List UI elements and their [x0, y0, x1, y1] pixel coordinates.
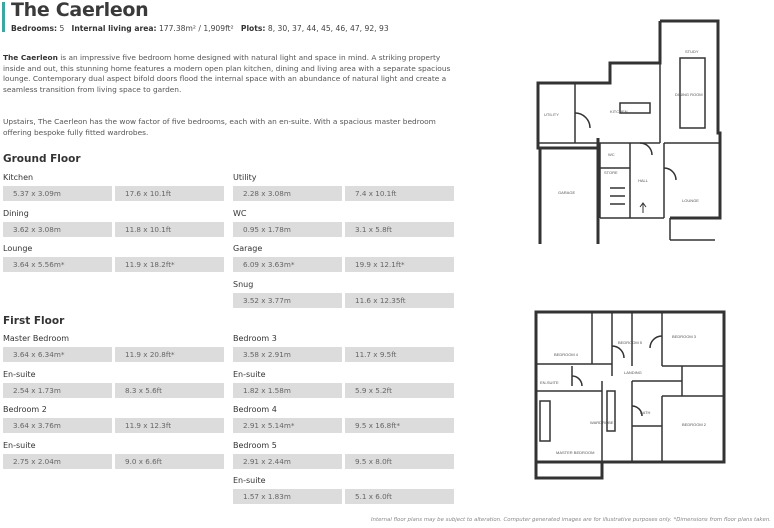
room-row: [3, 172, 224, 201]
room-imperial: 11.9 x 12.3ft: [115, 418, 224, 433]
room-dimensions: [233, 418, 454, 433]
room-imperial: 9.5 x 16.8ft*: [345, 418, 454, 433]
plan-label-kitchen: KITCHEN: [610, 109, 628, 114]
room-row: [233, 172, 454, 201]
room-row: [233, 279, 454, 308]
page-title: The Caerleon: [11, 0, 149, 21]
room-metric: 3.58 x 2.91m: [233, 347, 342, 362]
room-name: Master Bedroom: [3, 334, 70, 343]
plan-label-hall: HALL: [638, 178, 649, 183]
property-meta: [11, 24, 389, 33]
room-name: Lounge: [3, 244, 33, 253]
room-imperial: 11.7 x 9.5ft: [345, 347, 454, 362]
room-name: Utility: [233, 173, 257, 182]
room-dimensions: [233, 347, 454, 362]
room-row: [233, 208, 454, 237]
room-row: [233, 369, 454, 398]
room-name: Bedroom 4: [233, 405, 277, 414]
room-dimensions: [233, 293, 454, 308]
room-dimensions: [3, 347, 224, 362]
room-row: [3, 369, 224, 398]
room-name: Bedroom 5: [233, 440, 277, 450]
room-name: En-suite: [233, 369, 266, 379]
room-metric: 0.95 x 1.78m: [233, 222, 342, 237]
room-metric: 3.64 x 3.76m: [3, 418, 112, 433]
room-row: [233, 404, 454, 433]
room-name: Snug: [233, 279, 254, 289]
title-accent-bar: [2, 2, 5, 32]
room-dimensions: [3, 257, 224, 272]
room-imperial: 11.8 x 10.1ft: [115, 222, 224, 237]
plan-label-wardrobe: WARDROBE: [590, 420, 614, 425]
room-imperial: 19.9 x 12.1ft*: [345, 257, 454, 272]
room-metric: 3.64 x 6.34m*: [3, 347, 112, 362]
room-dimensions: [233, 222, 454, 237]
room-name: Kitchen: [3, 173, 34, 182]
room-row: [3, 404, 224, 433]
plan-label-en-suite: EN-SUITE: [540, 380, 559, 385]
first-floor-plan: [532, 306, 732, 484]
plan-label-dining-room: DINING ROOM: [675, 92, 703, 97]
plan-label-study: STUDY: [685, 49, 699, 54]
room-metric: 2.28 x 3.08m: [233, 186, 342, 201]
room-imperial: 11.9 x 18.2ft*: [115, 257, 224, 272]
room-name: Garage: [233, 244, 263, 253]
room-metric: 2.54 x 1.73m: [3, 383, 112, 398]
plots-value: 8, 30, 37, 44, 45, 46, 47, 92, 93: [267, 24, 389, 33]
footnote: Internal floor plans may be subject to alteration. Computer generated images are for illustrative purposes only. *Dimensions from floor plans taken.: [370, 517, 771, 523]
plan-label-wc: WC: [608, 152, 615, 157]
ground-floor-heading: Ground Floor: [3, 153, 81, 165]
room-metric: 6.09 x 3.63m*: [233, 257, 342, 272]
room-imperial: 8.3 x 5.6ft: [115, 383, 224, 398]
room-metric: 3.52 x 3.77m: [233, 293, 342, 308]
bedrooms-label: Bedrooms:: [11, 24, 58, 33]
room-metric: 5.37 x 3.09m: [3, 186, 112, 201]
room-metric: 1.82 x 1.58m: [233, 383, 342, 398]
room-metric: 3.62 x 3.08m: [3, 222, 112, 237]
room-row: [233, 333, 454, 362]
plan-label-bedroom-3: BEDROOM 3: [672, 334, 697, 339]
room-name: En-suite: [233, 476, 266, 485]
room-dimensions: [3, 222, 224, 237]
room-name: Bedroom 3: [233, 334, 277, 343]
room-name: Bedroom 2: [3, 405, 47, 414]
room-row: [3, 333, 224, 362]
plan-label-master-bedroom: MASTER BEDROOM: [556, 450, 595, 455]
plots-label: Plots:: [240, 24, 266, 33]
plan-label-bath: BATH: [640, 410, 651, 415]
room-row: [3, 440, 224, 469]
room-row: [3, 243, 224, 272]
plan-label-utility: UTILITY: [544, 112, 559, 117]
room-dimensions: [3, 418, 224, 433]
room-metric: 1.57 x 1.83m: [233, 489, 342, 504]
room-dimensions: [3, 454, 224, 469]
room-imperial: 11.6 x 12.35ft: [345, 293, 454, 308]
room-imperial: 5.9 x 5.2ft: [345, 383, 454, 398]
plan-label-lounge: LOUNGE: [682, 198, 699, 203]
intro-lead: The Caerleon: [3, 53, 58, 62]
plan-label-bedroom-2: BEDROOM 2: [682, 422, 707, 427]
plan-label-bedroom-4: BEDROOM 4: [554, 352, 579, 357]
ground-floor-plan: [530, 18, 730, 244]
room-name: WC: [233, 208, 247, 218]
room-dimensions: [3, 383, 224, 398]
room-imperial: 17.6 x 10.1ft: [115, 186, 224, 201]
room-dimensions: [233, 489, 454, 504]
room-row: [233, 475, 454, 504]
plan-label-bedroom-5: BEDROOM 5: [618, 340, 643, 345]
room-row: [233, 440, 454, 469]
plan-label-store: STORE: [604, 170, 618, 175]
room-imperial: 7.4 x 10.1ft: [345, 186, 454, 201]
room-dimensions: [233, 454, 454, 469]
room-metric: 2.91 x 2.44m: [233, 454, 342, 469]
room-imperial: 9.0 x 6.6ft: [115, 454, 224, 469]
room-dimensions: [3, 186, 224, 201]
room-row: [233, 243, 454, 272]
room-name: En-suite: [3, 369, 36, 379]
room-imperial: 5.1 x 6.0ft: [345, 489, 454, 504]
intro-body: is an impressive five bedroom home designed with natural light and space in mind. A striking property inside and out, this stunning home features a modern open plan kitchen, dining and living area with a separate spacious lounge. Contemporary dual aspect bifold doors flood the internal space with an abundance of natural light and create a seamless transition from living space to garden.: [3, 53, 451, 94]
room-row: [3, 208, 224, 237]
plan-label-landing: LANDING: [624, 370, 642, 375]
intro-paragraph: [3, 53, 463, 95]
room-metric: 3.64 x 5.56m*: [3, 257, 112, 272]
room-imperial: 3.1 x 5.8ft: [345, 222, 454, 237]
room-metric: 2.91 x 5.14m*: [233, 418, 342, 433]
upstairs-paragraph: Upstairs, The Caerleon has the wow factor of five bedrooms, each with an en-suite. With a spacious master bedroom offering bespoke fully fitted wardrobes.: [3, 117, 436, 137]
room-metric: 2.75 x 2.04m: [3, 454, 112, 469]
first-floor-heading: First Floor: [3, 315, 65, 327]
area-value: 177.38m² / 1,909ft²: [158, 24, 234, 33]
bedrooms-value: 5: [59, 24, 65, 33]
room-imperial: 9.5 x 8.0ft: [345, 454, 454, 469]
plan-label-garage: GARAGE: [558, 190, 576, 195]
room-dimensions: [233, 383, 454, 398]
room-name: Dining: [3, 208, 29, 218]
room-dimensions: [233, 186, 454, 201]
room-name: En-suite: [3, 440, 36, 450]
area-label: Internal living area:: [71, 24, 157, 33]
room-imperial: 11.9 x 20.8ft*: [115, 347, 224, 362]
room-dimensions: [233, 257, 454, 272]
